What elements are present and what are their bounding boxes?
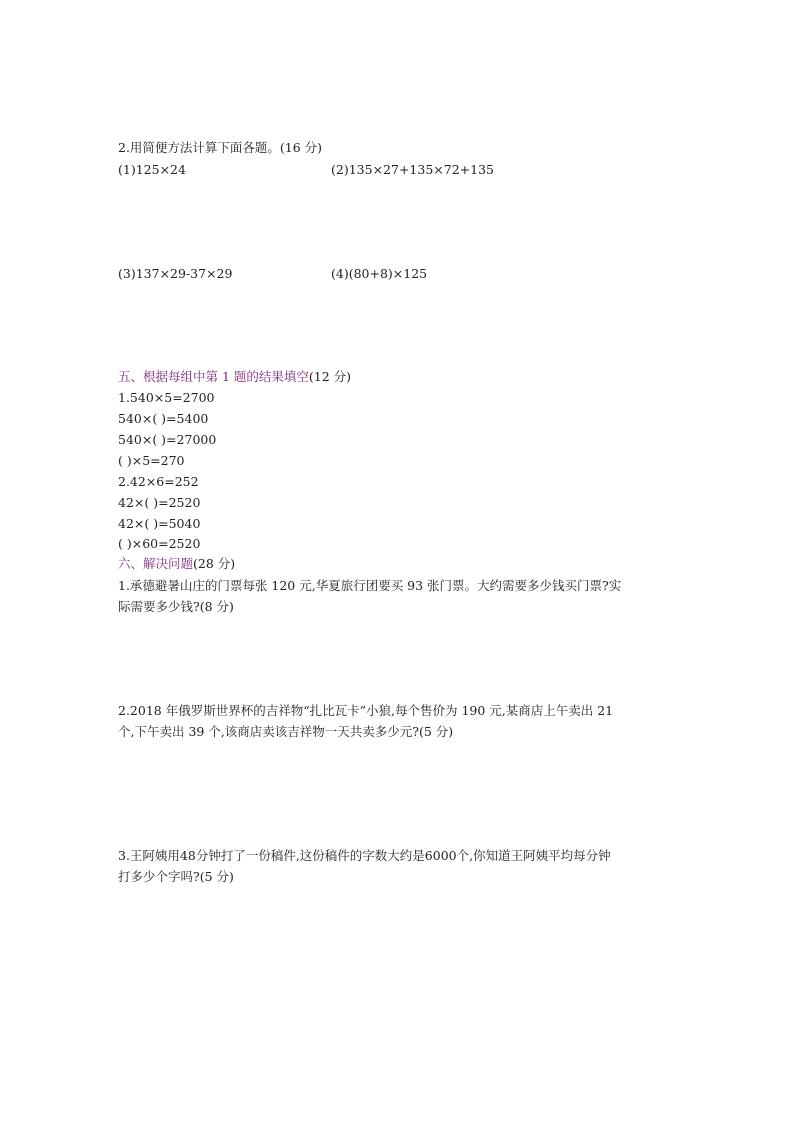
- fill-line-6: 42×( )=2520: [118, 495, 201, 510]
- word-problem-1-line1: 1.承德避暑山庄的门票每张 120 元,华夏旅行团要买 93 张门票。大约需要多少钱买门票?实: [118, 578, 622, 593]
- fill-line-4: ( )×5=270: [118, 453, 185, 468]
- word-problem-3-line2: 打多少个字吗?(5 分): [118, 869, 234, 884]
- problem-1: (1)125×24: [118, 162, 186, 177]
- word-problem-2-line2: 个,下午卖出 39 个,该商店卖该吉祥物一天共卖多少元?(5 分): [118, 724, 454, 739]
- word-problem-2-line1: 2.2018 年俄罗斯世界杯的吉祥物“扎比瓦卡”小狼,每个售价为 190 元,某商店上午卖出 21: [118, 703, 614, 718]
- section-6-heading: [118, 556, 235, 572]
- fill-line-2: 540×( )=5400: [118, 411, 209, 426]
- fill-line-1: 1.540×5=2700: [118, 390, 215, 405]
- section-5-title: 五、根据每组中第 1 题的结果填空: [118, 369, 309, 384]
- problem-4: (4)(80+8)×125: [331, 266, 428, 281]
- section-5-heading: [118, 369, 351, 385]
- word-problem-3-line1: 3.王阿姨用48分钟打了一份稿件,这份稿件的字数大约是6000个,你知道王阿姨平均每分钟: [118, 848, 611, 863]
- fill-line-5: 2.42×6=252: [118, 474, 199, 489]
- section-5-score: (12 分): [308, 369, 352, 384]
- q2-title: 2.用简便方法计算下面各题。(16 分): [118, 140, 323, 155]
- problem-2: (2)135×27+135×72+135: [331, 162, 494, 177]
- section-6-title: 六、解决问题: [118, 556, 194, 571]
- fill-line-7: 42×( )=5040: [118, 516, 201, 531]
- section-6-score: (28 分): [193, 556, 236, 571]
- word-problem-1-line2: 际需要多少钱?(8 分): [118, 599, 234, 614]
- problem-3: (3)137×29-37×29: [118, 266, 233, 281]
- fill-line-3: 540×( )=27000: [118, 432, 217, 447]
- fill-line-8: ( )×60=2520: [118, 536, 201, 551]
